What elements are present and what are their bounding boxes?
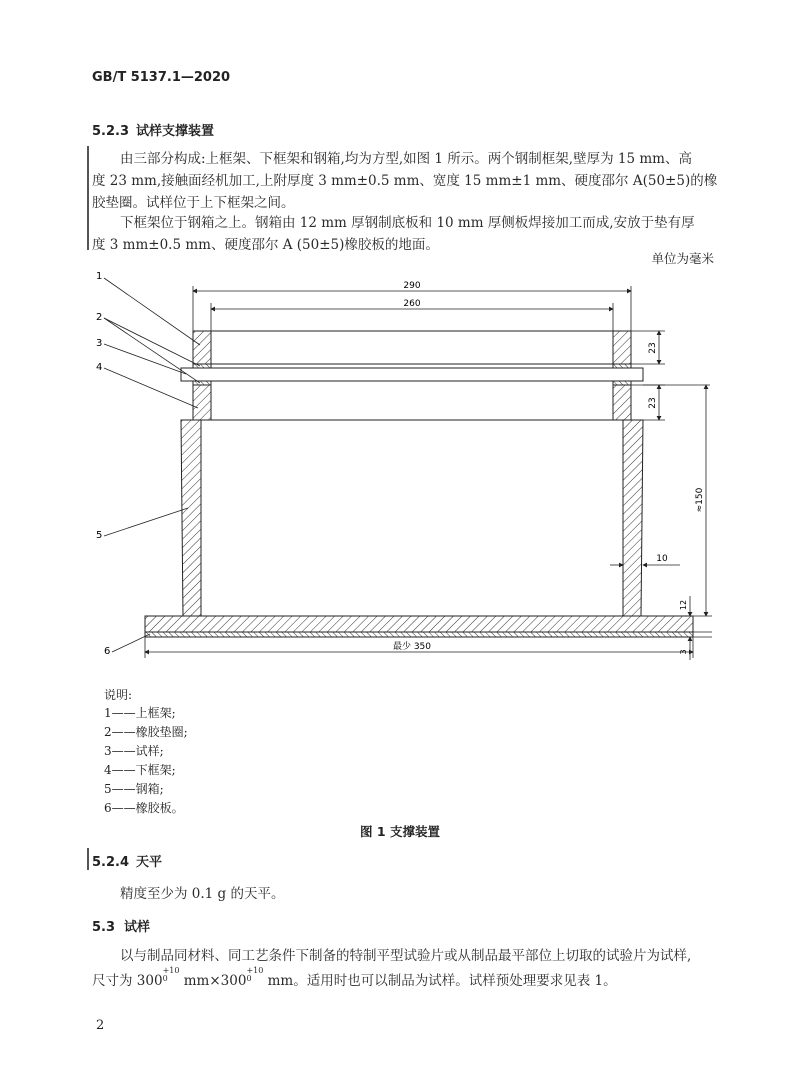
- leader-5: [104, 508, 188, 536]
- tol-lower: 0: [246, 974, 252, 983]
- gasket-lower-right: [613, 381, 631, 385]
- dim-290-label: 290: [403, 281, 421, 291]
- text-span: mm×300: [179, 973, 247, 989]
- section-53-line2: [92, 967, 617, 992]
- section-53-heading: [92, 916, 150, 935]
- figure-caption: 图 1 支撑装置: [360, 824, 440, 839]
- page-number: 2: [96, 1018, 105, 1033]
- section-number: 5.2.4: [92, 855, 130, 870]
- text-span: 尺寸为 300: [92, 973, 163, 989]
- dim-12-label: 12: [679, 599, 688, 611]
- legend-item: 5——钢箱;: [104, 782, 164, 796]
- callout-2: 2: [96, 312, 103, 323]
- standard-code: GB/T 5137.1—2020: [92, 70, 231, 85]
- legend-item: 1——上框架;: [104, 706, 176, 720]
- units-note: 单位为毫米: [651, 251, 714, 266]
- section-53-line1: 以与制品同材料、同工艺条件下制备的特制平型试验片或从制品最平部位上切取的试验片为试样,: [120, 948, 692, 964]
- dim-10-label: 10: [656, 554, 668, 564]
- tolerance: [163, 967, 180, 983]
- legend-list: [104, 704, 188, 818]
- legend-item: 4——下框架;: [104, 763, 176, 777]
- change-bar: [87, 848, 89, 870]
- section-524-text: 精度至少为 0.1 g 的天平。: [120, 886, 285, 902]
- gasket-lower-left: [193, 381, 211, 385]
- upper-frame-left: [193, 331, 211, 364]
- leader-3: [104, 344, 186, 374]
- gasket-upper-right: [613, 364, 631, 368]
- legend-item: 3——试样;: [104, 744, 164, 758]
- callout-1: 1: [96, 271, 103, 282]
- steel-box-left-wall: [181, 420, 201, 616]
- callout-4: 4: [96, 362, 103, 373]
- dim-23-lower-label: 23: [648, 397, 658, 409]
- tol-lower: 0: [162, 974, 168, 983]
- text-span: mm。适用时也可以制品为试样。试样预处理要求见表 1。: [263, 973, 617, 989]
- legend-item: 2——橡胶垫圈;: [104, 725, 188, 739]
- callout-6: 6: [104, 646, 111, 657]
- section-number: 5.2.3: [92, 124, 130, 139]
- dim-3-label: 3: [679, 649, 688, 655]
- text-line: 由三部分构成:上框架、下框架和钢箱,均为方型,如图 1 所示。两个钢制框架,壁厚为 15 mm、高: [120, 151, 692, 167]
- callout-5: 5: [96, 530, 103, 541]
- rubber-sheet: [145, 632, 693, 637]
- dim-23-upper-label: 23: [648, 342, 658, 354]
- leader-6: [112, 634, 150, 652]
- leader-2b: [104, 318, 200, 383]
- text-line: 度 3 mm±0.5 mm、硬度邵尔 A (50±5)橡胶板的地面。: [92, 237, 439, 253]
- dim-350-label: 最少 350: [392, 642, 432, 652]
- specimen: [181, 368, 643, 381]
- dim-260-label: 260: [403, 299, 421, 309]
- text-line: 度 23 mm,接触面经机加工,上附厚度 3 mm±0.5 mm、宽度 15 mm±1 mm、硬度邵尔 A(50±5)的橡: [92, 173, 718, 189]
- section-title: 天平: [136, 855, 163, 870]
- section-number: 5.3: [92, 920, 116, 935]
- legend-title: 说明:: [104, 688, 133, 702]
- section-title: 试样: [124, 920, 151, 935]
- text-line: 胶垫圈。试样位于上下框架之间。: [92, 195, 295, 211]
- gasket-upper-left: [193, 364, 211, 368]
- steel-box-right-wall: [623, 420, 643, 616]
- section-524-heading: [92, 851, 162, 870]
- tol-upper: +10: [162, 966, 180, 975]
- tolerance: [246, 967, 263, 983]
- tol-upper: +10: [246, 966, 264, 975]
- leader-1: [104, 278, 200, 345]
- section-title: 试样支撑装置: [136, 124, 215, 139]
- text-line: 下框架位于钢箱之上。钢箱由 12 mm 厚钢制底板和 10 mm 厚侧板焊接加工而成,安放于垫有厚: [120, 215, 695, 231]
- steel-base-plate: [145, 616, 693, 632]
- dim-150-label: ≈150: [695, 487, 705, 513]
- lower-frame-right: [613, 385, 631, 420]
- legend-item: 6——橡胶板。: [104, 801, 184, 815]
- callout-3: 3: [96, 338, 103, 349]
- lower-frame-left: [193, 385, 211, 420]
- leader-2a: [104, 318, 200, 366]
- upper-frame-right: [613, 331, 631, 364]
